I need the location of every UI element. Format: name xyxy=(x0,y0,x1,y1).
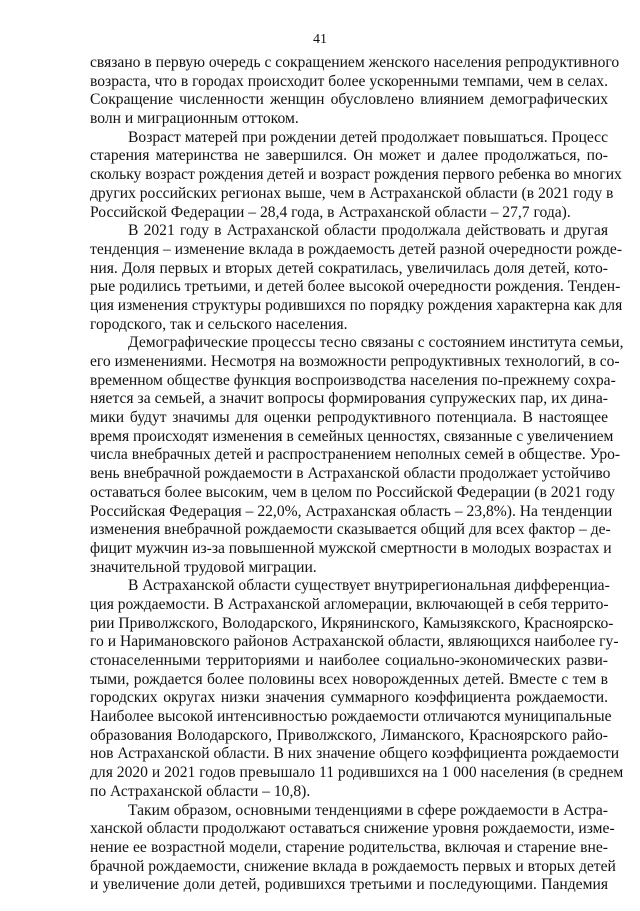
text-line: рые родились третьими, и детей более высокой очередности рождения. Тенден- xyxy=(90,278,621,296)
text-line: го и Наримановского районов Астраханской области, являющихся наиболее гу- xyxy=(90,633,619,651)
text-line: его изменениями. Несмотря на возможности репродуктивных технологий, в со- xyxy=(90,353,620,370)
text-line: Наиболее высокой интенсивностью рождаемости отличаются муниципальные xyxy=(90,708,612,726)
text-line: брачной рождаемости, снижение вклада в рождаемость первых и вторых детей xyxy=(90,857,616,875)
text-line: Российская Федерация – 22,0%, Астраханская область – 23,8%). На тенденции xyxy=(90,502,613,520)
text-line: рии Приволжского, Володарского, Икрянинского, Камызякского, Красноярско- xyxy=(90,614,614,632)
text-line: Таким образом, основными тенденциями в сфере рождаемости в Астра- xyxy=(128,801,609,819)
text-body xyxy=(90,54,624,895)
text-line: фицит мужчин из-за повышенной мужской смертности в молодых возрастах и xyxy=(90,539,612,557)
text-line: ция изменения структуры родившихся по порядку рождения характерна как для xyxy=(90,296,623,314)
page-number: 41 xyxy=(313,32,327,47)
text-line: нов Астраханской области. В них значение общего коэффициента рождаемости xyxy=(90,745,620,763)
text-line: тыми, рождается более половины всех новорожденных детей. Вместе с тем в xyxy=(90,670,608,688)
text-line: связано в первую очередь с сокращением женского населения репродуктивного xyxy=(90,54,620,71)
text-line: Российской Федерации – 28,4 года, в Астраханской области – 27,7 года). xyxy=(90,203,571,221)
text-line: няется за семьей, а значит вопросы формирования супружеских пар, их дина- xyxy=(90,390,608,408)
text-line: Демографические процессы тесно связаны с состоянием института семьи, xyxy=(128,334,624,352)
text-line: городского, так и сельского населения. xyxy=(90,315,348,333)
text-line: и увеличение доли детей, родившихся третьими и последующими. Пандемия xyxy=(90,876,608,894)
text-line: стонаселенными территориями и наиболее социально-экономических разви- xyxy=(90,652,608,669)
text-line: ция рождаемости. В Астраханской агломерации, включающей в себя террито- xyxy=(90,595,609,613)
text-line: возраста, что в городах происходит более ускоренными темпами, чем в селах. xyxy=(90,72,608,90)
paragraph xyxy=(90,222,623,334)
text-line: мики будут значимы для оценки репродуктивного потенциала. В настоящее xyxy=(90,409,608,427)
text-line: скольку возраст рождения детей и возраст рождения первого ребенка во многих xyxy=(90,166,622,184)
text-line: волн и миграционным оттоком. xyxy=(90,110,299,128)
paragraph xyxy=(90,334,624,577)
paragraph xyxy=(90,128,622,222)
text-line: значительной трудовой миграции. xyxy=(90,558,317,576)
text-line: городских округах низки значения суммарного коэффициента рождаемости. xyxy=(90,689,608,707)
paragraph xyxy=(90,801,616,895)
text-line: старения материнства не завершился. Он может и далее продолжаться, по- xyxy=(90,147,608,165)
text-line: других российских регионах выше, чем в Астраханской области (в 2021 году в xyxy=(90,184,614,202)
text-line: Возраст матерей при рождении детей продолжает повышаться. Процесс xyxy=(128,128,608,146)
text-line: В Астраханской области существует внутрирегиональная дифференциа- xyxy=(128,577,610,595)
text-line: временном обществе функция воспроизводства населения по-прежнему сохра- xyxy=(90,371,616,389)
text-line: оставаться более высоким, чем в целом по Российской Федерации (в 2021 году xyxy=(90,483,615,501)
text-line: вень внебрачной рождаемости в Астраханской области продолжает устойчиво xyxy=(90,465,611,483)
text-line: время происходят изменения в семейных ценностях, связанные с увеличением xyxy=(90,427,614,445)
text-line: ния. Доля первых и вторых детей сократилась, увеличилась доля детей, кото- xyxy=(90,259,608,277)
text-line: Сокращение численности женщин обусловлено влиянием демографических xyxy=(90,91,608,109)
text-line: В 2021 году в Астраханской области продолжала действовать и другая xyxy=(128,222,608,240)
text-line: тенденция – изменение вклада в рождаемость детей разной очередности рожде- xyxy=(90,240,623,258)
text-line: по Астраханской области – 10,8). xyxy=(90,782,311,800)
paragraph xyxy=(90,54,620,129)
text-line: изменения внебрачной рождаемости сказывается общий для всех фактор – де- xyxy=(90,521,611,539)
text-line: числа внебрачных детей и распространением неполных семей в обществе. Уро- xyxy=(90,446,621,464)
text-line: ханской области продолжают оставаться снижение уровня рождаемости, изме- xyxy=(90,820,615,838)
text-line: нение ее возрастной модели, старение родительства, включая и старение вне- xyxy=(90,838,608,856)
text-line: для 2020 и 2021 годов превышало 11 родившихся на 1 000 населения (в среднем xyxy=(90,764,624,782)
paragraph xyxy=(90,577,624,801)
text-line: образования Володарского, Приволжского, Лиманского, Красноярского райо- xyxy=(90,726,608,744)
